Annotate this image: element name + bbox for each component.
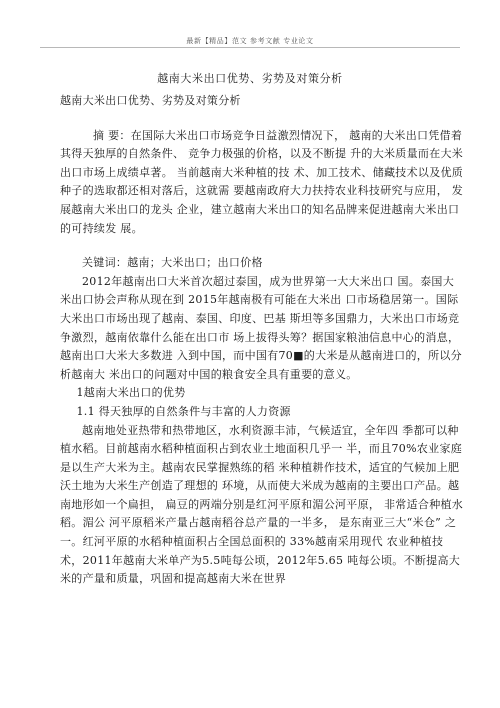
body-paragraph-2: 越南地处亚热带和热带地区，水利资源丰沛，气候适宜，全年四 季都可以种植水稻。目前越南水稻种植面积占到农业土地面积几乎一 半，而且70%农业家庭是以生产大米为主。越南农民掌握熟练的稻 米种植耕作技术，适宜的气候加上肥沃土地为大米生产创造了理想的 环境，从而使大米成为越南的主要出口产品。越南地形如一个扁担， 扁豆的两端分别是红河平原和湄公河平原， 非常适合种植水稻。湄公 河平原稻米产量占越南稻谷总产量的一半多， 是东南亚三大“米仓” 之一。红河平原的水稻种植面积占全国总面积的 33%越南采用现代 农业种植技术，2011年越南大米单产为5.5吨每公顷，2012年5.65 吨每公顷。不断提高大米的产量和质量，巩固和提高越南大米在世界 (60, 423, 464, 586)
body-paragraph-1: 2012年越南出口大米首次超过泰国，成为世界第一大大米出口 国。泰国大米出口协会声称从现在到 2015年越南极有可能在大米出 口市场稳居第一。国际大米出口市场出现了越南、泰国、印度、巴基 斯坦等多国鼎力，大米出口市场竞争激烈，越南依靠什么能在出口市 场上拔得头筹？据国家粮油信息中心的消息， 越南出口大米大多数进 入到中国，而中国有70■的大米是从越南进口的，所以分析越南大 米出口的问题对中国的粮食安全具有重要的意义。 (60, 274, 462, 381)
document-title: 越南大米出口优势、劣势及对策分析 (157, 72, 343, 85)
page-header: 最新【精品】范文 参考文献 专业论文 (186, 37, 314, 45)
header-divider (40, 47, 460, 48)
keywords-line: 关键词：越南；大米出口；出口价格 (82, 256, 263, 270)
section-heading-1-1: 1.1 得天独厚的自然条件与丰富的人力资源 (76, 404, 291, 418)
document-subtitle: 越南大米出口优势、劣势及对策分析 (60, 94, 241, 107)
abstract-paragraph: 摘 要：在国际大米出口市场竞争日益激烈情况下， 越南的大米出口凭借着其得天独厚的自然条件、 竞争力极强的价格，以及不断提 升的大米质量而在大米出口市场上成绩卓著。 当前越南大米种植的技 术、加工技术、储藏技术以及优质种子的选取都还相对落后，这就需 要越南政府大力扶持农业科技研究与应用， 发展越南大米出口的龙头 企业，建立越南大米出口的知名品牌来促进越南大米出口的可持续发 展。 (60, 128, 464, 235)
document-body (60, 92, 465, 589)
section-heading-1: 1越南大米出口的优势 (76, 386, 186, 400)
